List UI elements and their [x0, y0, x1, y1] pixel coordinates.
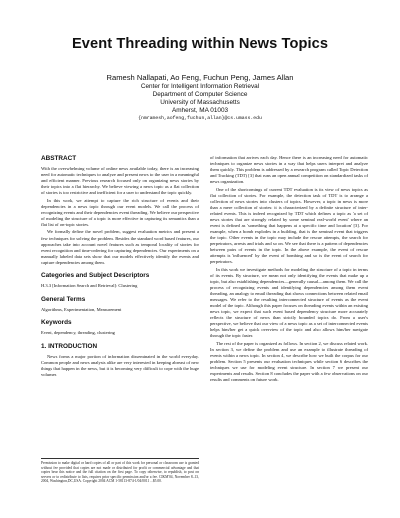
introduction-paragraph: News forms a major portion of information disseminated in the world everyday. Common people and news analysts alike are very interested in keeping abreast of new things that happen in the news, but it is becoming very difficult to cope with the huge volumes: [41, 353, 199, 378]
body-paragraph: One of the shortcomings of current TDT evaluation is its view of news topics as flat collection of stories. For example, the detection task of TDT is to arrange a collection of news stories into clusters of topics. However, a topic in news is more than a mere collection of stories: it is characterized by a definite structure of inter-related events. This is indeed recognized by TDT which defines a topic as 'a set of news stories that are strongly related by some seminal real-world event' where an event is defined as 'something that happens at a specific time and location' [3]. For example, when a bomb explodes in a building, that is the seminal event that triggers the topic. Other events in the topic may include the rescue attempts, the search for perpetrators, arrests and trials and so on. We see that there is a pattern of dependencies between pairs of events in the topic. In the above example, the event of rescue attempts is 'influenced' by the event of bombing and so is the event of search for perpetrators.: [210, 186, 368, 265]
author-email: {nmramesh,aofeng,fuchun,allan}@cs.umass.edu: [138, 116, 262, 121]
abstract-heading: ABSTRACT: [41, 155, 77, 162]
general-terms-heading: General Terms: [41, 295, 86, 303]
body-paragraph: The rest of the paper is organized as follows. In section 2, we discuss related work. In section 3, we define the problem and use an example to illustrate threading of events within a news topic. In section 4, we describe how we built the corpus for our problem. Section 5 presents our evaluation techniques while section 6 describes the techniques we use for modeling event structure. In section 7 we present our experiments and results. Section 8 concludes the paper with a few observations on our results and comments on future work.: [210, 340, 368, 383]
keywords-heading: Keywords: [41, 319, 72, 327]
author-names: Ramesh Nallapati, Ao Feng, Fuchun Peng, James Allan: [106, 73, 294, 82]
affiliation-line: Center for Intelligent Information Retrieval: [140, 83, 260, 90]
introduction-heading: 1. INTRODUCTION: [41, 342, 98, 350]
affiliation-line: Amherst, MA 01003: [171, 107, 229, 114]
categories-heading: Categories and Subject Descriptors: [41, 272, 150, 280]
affiliation-line: University of Massachusetts: [160, 99, 240, 106]
author-block: [0, 73, 400, 122]
abstract-paragraph: We formally define the novel problem, suggest evaluation metrics and present a few techniques for solving the problem. Besides the standard word based features, our approaches take into account novel features such as temporal locality of stories for event recognition and time-ordering for capturing dependencies. Our experiments on a manually labeled data sets show that our models effectively identify the events and capture dependencies among them.: [41, 229, 199, 265]
general-terms-text: Algorithms, Experimentation, Measurement: [41, 306, 122, 312]
abstract-paragraph: In this work, we attempt to capture the rich structure of events and their dependencies in a news topic through our event models. We call the process of recognizing events and their dependencies event threading. We believe our perspective of modeling the structure of a topic is more effective in capturing its semantics than a flat list of on-topic stories.: [41, 197, 199, 227]
copyright-footnote: Permission to make digital or hard copies of all or part of this work for personal or classroom use is granted without fee provided that copies are not made or distributed for profit or commercial advantage and that copies bear this notice and the full citation on the first page. To copy otherwise, to republish, to post on servers or to redistribute to lists, requires prior specific permission and/or a fee. CIKM'04, November 8–13, 2004, Washington,DC,USA. Copyright 2004 ACM 1-58113-874-1/04/0011 ...$5.00.: [41, 458, 199, 484]
right-column: [210, 155, 368, 385]
left-column: [41, 155, 199, 380]
paper-title: Event Threading within News Topics: [71, 36, 329, 52]
body-paragraph: of information that arrives each day. Hence there is an increasing need for automatic techniques to organize news stories in a way that helps users interpret and analyze them quickly. This problem is addressed by a research program called Topic Detection and Tracking (TDT) [3] that runs an open annual competition on standardized tasks of news organization.: [210, 155, 368, 185]
body-paragraph: In this work we investigate methods for modeling the structure of a topic in terms of its events. By structure, we mean not only identifying the events that make up a topic, but also establishing dependencies—generally causal—among them. We call the process of recognizing events and identifying dependencies among them event threading, an analogy to email threading that shows connections between related email messages. We refer to the resulting interconnected structure of events as the event model of the topic. Although this paper focuses on threading events within an existing news topic, we expect that such event based dependency structure more accurately reflects the structure of news than strictly bounded topics do. From a user's perspective, we believe that our view of a news topic as a set of interconnected events helps him/her get a quick overview of the topic and also allows him/her navigate through the topic faster.: [210, 266, 368, 339]
abstract-paragraph: With the overwhelming volume of online news available today, there is an increasing need for automatic techniques to analyze and present news to the user in a meaningful and efficient manner. Previous research focused only on organizing news stories by their topics into a flat hierarchy. We believe viewing a news topic as a flat collection of stories is too restrictive and inefficient for a user to understand the topic quickly.: [41, 166, 199, 196]
keywords-text: Event, dependency, threading, clustering: [41, 330, 115, 336]
categories-text: H.3.3 [Information Search and Retrieval]: Clustering: [41, 283, 138, 289]
affiliation-line: Department of Computer Science: [152, 91, 248, 98]
